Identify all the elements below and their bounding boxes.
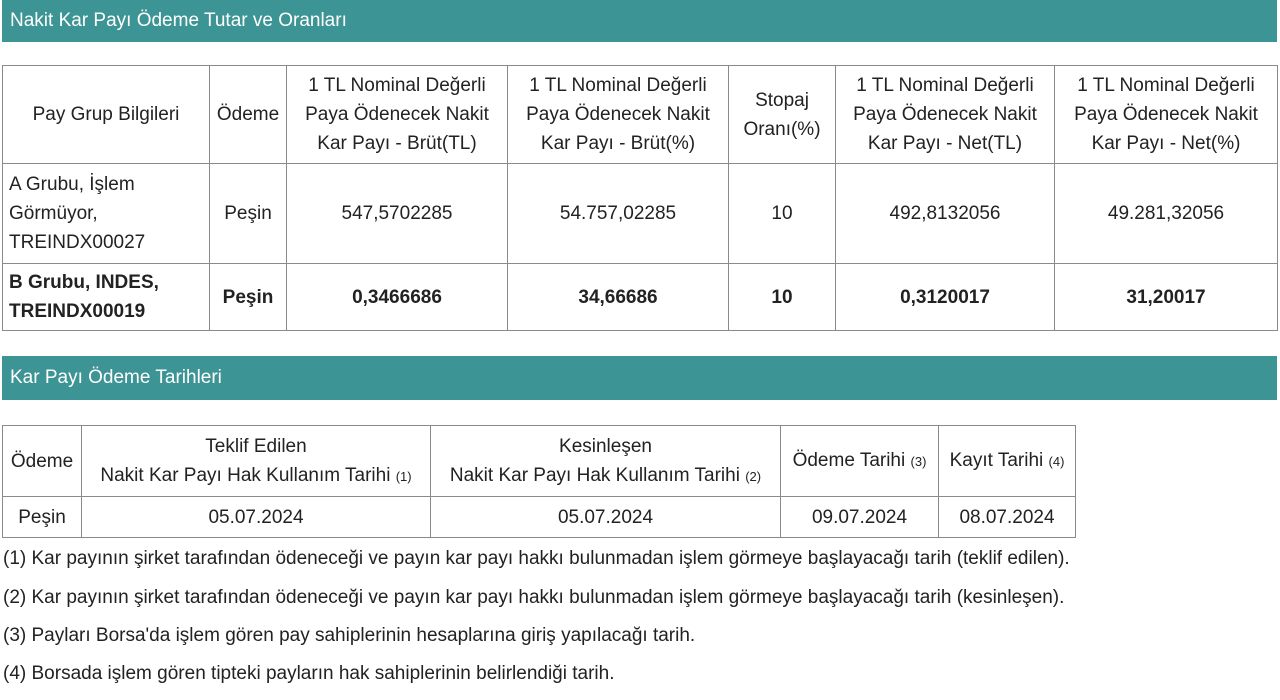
table-row — [3, 264, 1278, 331]
footnote-ref: (2) — [745, 468, 762, 484]
footnote-1: (1) Kar payının şirket tarafından ödeneceği ve payın kar payı hakkı bulunmadan işlem görmeye başlayacağı tarih (teklif edilen). — [3, 548, 1070, 569]
table-cell: 54.757,02285 — [508, 164, 729, 264]
column-header-label: Ödeme — [10, 450, 74, 472]
section-header-payment-amounts: Nakit Kar Payı Ödeme Tutar ve Oranları — [2, 0, 1277, 42]
table-cell: Peşin — [210, 264, 287, 331]
section-header-payment-dates: Kar Payı Ödeme Tarihleri — [2, 356, 1277, 400]
column-header: 1 TL Nominal Değerli Paya Ödenecek Nakit Kar Payı - Brüt(TL) — [287, 66, 508, 164]
column-header — [939, 426, 1076, 497]
column-header: Stopaj Oranı(%) — [729, 66, 836, 164]
table-cell: Peşin — [3, 497, 82, 538]
payment-dates-table — [2, 425, 1076, 538]
footnote-4: (4) Borsada işlem gören tipteki payların hak sahiplerinin belirlendiği tarih. — [3, 663, 615, 684]
column-header — [3, 426, 82, 497]
column-header — [431, 426, 781, 497]
column-header-label: Kesinleşen — [559, 435, 652, 457]
column-header-subtitle: Nakit Kar Payı Hak Kullanım Tarihi — [100, 464, 391, 486]
column-header-label: Ödeme Tarihi — [792, 450, 906, 471]
column-header-label: Teklif Edilen — [205, 435, 307, 457]
column-header: Ödeme — [210, 66, 287, 164]
table-cell: 49.281,32056 — [1055, 164, 1278, 264]
table-cell: 08.07.2024 — [939, 497, 1076, 538]
column-header: Pay Grup Bilgileri — [3, 66, 210, 164]
table-cell: 05.07.2024 — [431, 497, 781, 538]
table-cell: 492,8132056 — [836, 164, 1055, 264]
column-header: 1 TL Nominal Değerli Paya Ödenecek Nakit Kar Payı - Net(%) — [1055, 66, 1278, 164]
footnote-ref: (4) — [1048, 454, 1065, 469]
table-cell: 05.07.2024 — [82, 497, 431, 538]
footnote-2: (2) Kar payının şirket tarafından ödeneceği ve payın kar payı hakkı bulunmadan işlem görmeye başlayacağı tarih (kesinleşen). — [3, 587, 1065, 608]
table-cell: 10 — [729, 164, 836, 264]
table-cell: A Grubu, İşlem Görmüyor, TREINDX00027 — [3, 164, 210, 264]
table-row — [3, 164, 1278, 264]
table-cell: B Grubu, INDES, TREINDX00019 — [3, 264, 210, 331]
column-header-subtitle: Nakit Kar Payı Hak Kullanım Tarihi — [449, 464, 740, 486]
footnote-ref: (1) — [395, 468, 412, 484]
table-cell: 547,5702285 — [287, 164, 508, 264]
table-cell: 10 — [729, 264, 836, 331]
table-cell: Peşin — [210, 164, 287, 264]
table-header-row — [3, 426, 1076, 497]
column-header: 1 TL Nominal Değerli Paya Ödenecek Nakit Kar Payı - Net(TL) — [836, 66, 1055, 164]
table-cell: 09.07.2024 — [781, 497, 939, 538]
payment-amounts-table — [2, 65, 1278, 331]
column-header: 1 TL Nominal Değerli Paya Ödenecek Nakit Kar Payı - Brüt(%) — [508, 66, 729, 164]
table-cell: 31,20017 — [1055, 264, 1278, 331]
column-header-label: Kayıt Tarihi — [949, 450, 1044, 471]
table-cell: 0,3120017 — [836, 264, 1055, 331]
table-cell: 34,66686 — [508, 264, 729, 331]
column-header — [781, 426, 939, 497]
table-header-row — [3, 66, 1278, 164]
column-header — [82, 426, 431, 497]
footnote-ref: (3) — [910, 454, 927, 469]
footnote-3: (3) Payları Borsa'da işlem gören pay sahiplerinin hesaplarına giriş yapılacağı tarih. — [3, 625, 696, 646]
table-cell: 0,3466686 — [287, 264, 508, 331]
table-row — [3, 497, 1076, 538]
